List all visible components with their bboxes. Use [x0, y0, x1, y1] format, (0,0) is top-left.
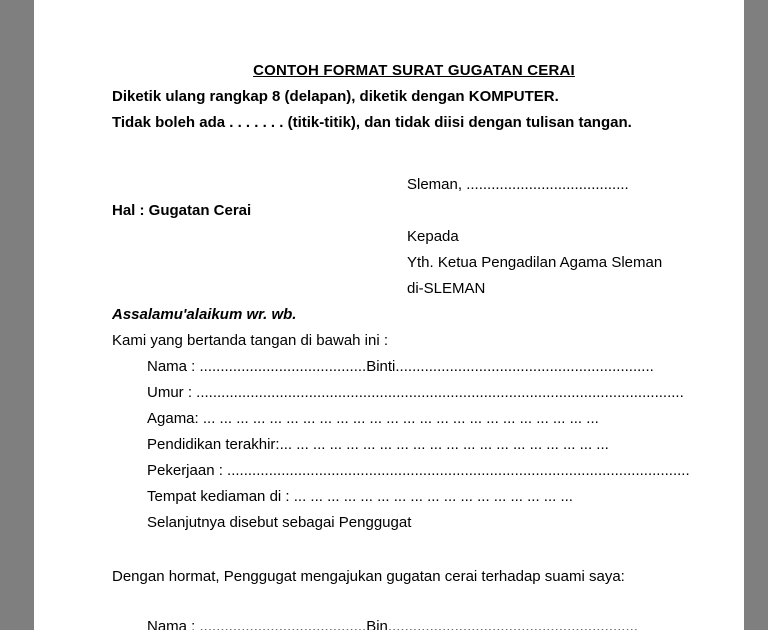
recipient-line-city: di-SLEMAN: [407, 280, 486, 297]
subject-line: Hal : Gugatan Cerai: [112, 202, 252, 219]
spacer: [112, 136, 716, 172]
field-line-pendidikan: Pendidikan terakhir:... ... ... ... ... ... ... ... ... ... ... ... ... ... ... ... ... ... ... ...: [147, 436, 609, 453]
salutation-line: Assalamu'alaikum wr. wb.: [112, 306, 297, 323]
field-line-umur: Umur : .....................................................................................................................: [147, 384, 684, 401]
notice-line-1: Diketik ulang rangkap 8 (delapan), diketik dengan KOMPUTER.: [112, 88, 559, 105]
intro-line: Kami yang bertanda tangan di bawah ini :: [112, 332, 389, 349]
field-line-nama-bin: Nama : ........................................Bin............................................................: [147, 618, 638, 630]
statement-line: Dengan hormat, Penggugat mengajukan gugatan cerai terhadap suami saya:: [112, 568, 625, 585]
spacer: [112, 590, 716, 614]
recipient-line-kepada: Kepada: [407, 228, 459, 245]
document-title: CONTOH FORMAT SURAT GUGATAN CERAI: [253, 62, 575, 79]
spacer: [112, 536, 716, 564]
field-line-penggugat: Selanjutnya disebut sebagai Penggugat: [147, 514, 412, 531]
field-line-agama: Agama: ... ... ... ... ... ... ... ... ... ... ... ... ... ... ... ... ... ... ... ... ... ... ... ...: [147, 410, 599, 427]
field-line-pekerjaan: Pekerjaan : ...............................................................................................................: [147, 462, 690, 479]
document-page: [34, 0, 744, 630]
date-line: Sleman, .......................................: [407, 176, 629, 193]
field-line-tempat-kediaman: Tempat kediaman di : ... ... ... ... ... ... ... ... ... ... ... ... ... ... ... ... ...: [147, 488, 573, 505]
recipient-line-yth: Yth. Ketua Pengadilan Agama Sleman: [407, 254, 663, 271]
notice-line-2: Tidak boleh ada . . . . . . . (titik-titik), dan tidak diisi dengan tulisan tangan.: [112, 114, 632, 131]
field-line-nama: Nama : ........................................Binti..............................................................: [147, 358, 654, 375]
